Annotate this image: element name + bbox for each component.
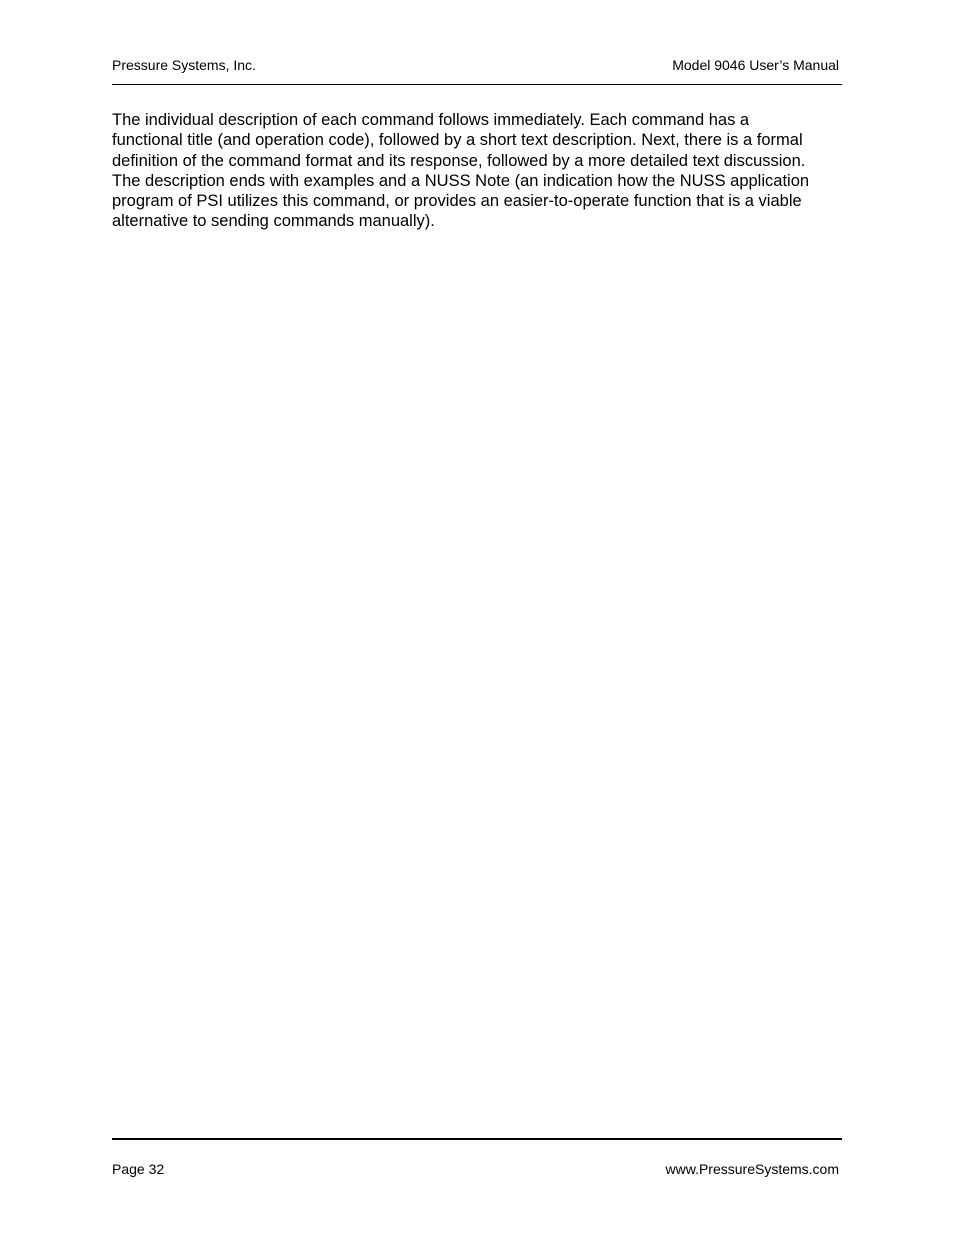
- page-footer: [112, 1159, 842, 1179]
- body-line: functional title (and operation code), followed by a short text description. Next, there is a formal: [112, 131, 803, 150]
- header-divider: [112, 84, 842, 85]
- body-paragraph: [112, 110, 842, 232]
- header-company: Pressure Systems, Inc.: [112, 57, 256, 73]
- footer-page-number: Page 32: [112, 1161, 165, 1177]
- body-line: definition of the command format and its response, followed by a more detailed text discussion.: [112, 151, 806, 170]
- header-manual-title: Model 9046 User’s Manual: [672, 57, 839, 73]
- body-line: The individual description of each command follows immediately. Each command has a: [112, 111, 750, 129]
- body-line: The description ends with examples and a NUSS Note (an indication how the NUSS application: [112, 171, 810, 190]
- body-line: alternative to sending commands manually).: [112, 212, 435, 231]
- footer-website: www.PressureSystems.com: [665, 1161, 839, 1177]
- body-line: program of PSI utilizes this command, or provides an easier-to-operate function that is a viable: [112, 192, 802, 211]
- footer-divider: [112, 1138, 842, 1140]
- page-header: [112, 55, 842, 75]
